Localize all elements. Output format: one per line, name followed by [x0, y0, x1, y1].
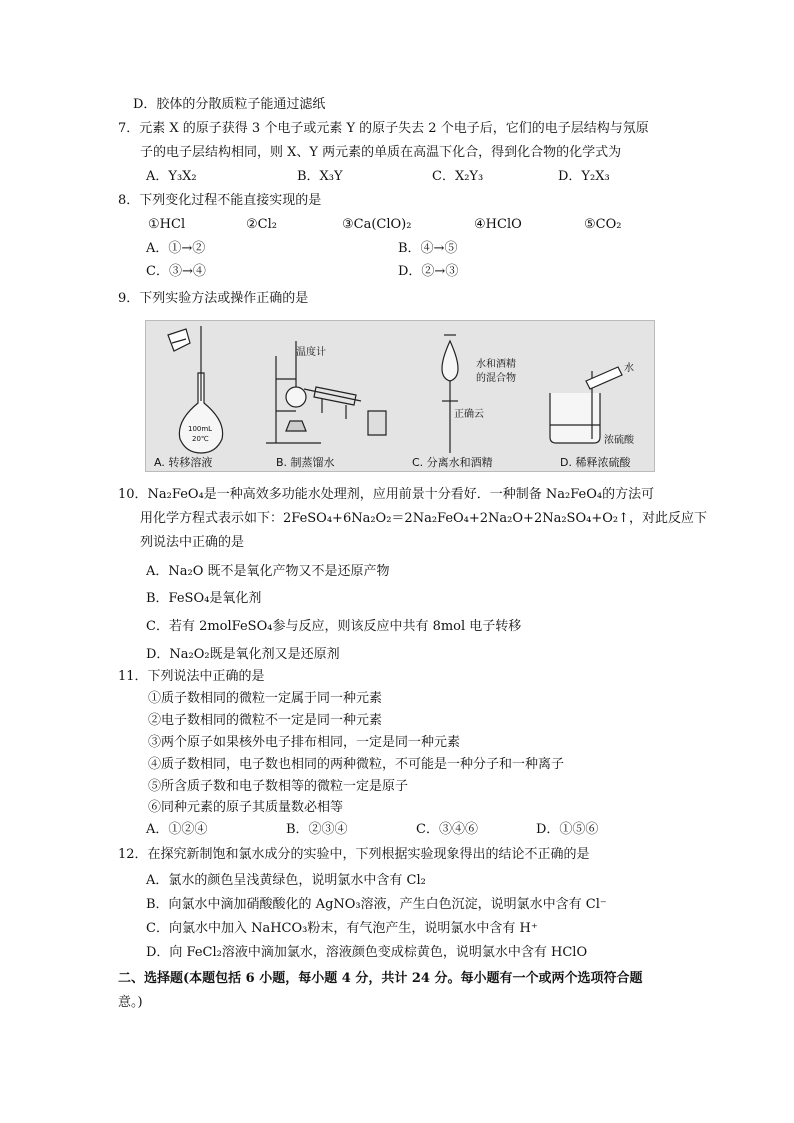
q12-option-c: C．向氯水中加入 NaHCO₃粉末，有气泡产生，说明氯水中含有 H⁺ [146, 921, 538, 936]
q11-option-c: C．③④⑥ [416, 822, 478, 837]
q12-stem: 12．在探究新制饱和氯水成分的实验中，下列根据实验现象得出的结论不正确的是 [118, 847, 590, 862]
q12-option-d: D．向 FeCl₂溶液中滴加氯水，溶液颜色变成棕黄色，说明氯水中含有 HClO [146, 945, 588, 960]
q7-option-d: D．Y₂X₃ [558, 169, 610, 184]
q11-statement-4: ④质子数相同，电子数也相同的两种微粒，不可能是一种分子和一种离子 [148, 757, 565, 772]
q8-option-b: B．④→⑤ [398, 241, 458, 256]
q8-item-2: ②Cl₂ [246, 217, 277, 232]
q8-stem: 8．下列变化过程不能直接实现的是 [118, 193, 322, 208]
q9-apparatus-figure [145, 320, 655, 472]
q8-option-a: A．①→② [146, 241, 206, 256]
q11-stem: 11．下列说法中正确的是 [118, 669, 265, 684]
q10-option-c: C．若有 2molFeSO₄参与反应，则该反应中共有 8mol 电子转移 [146, 619, 522, 634]
q8-option-d: D．②→③ [398, 264, 459, 279]
q9-stem: 9．下列实验方法或操作正确的是 [118, 291, 309, 306]
q11-option-d: D．①⑤⑥ [536, 822, 599, 837]
q8-item-3: ③Ca(ClO)₂ [342, 217, 412, 232]
apparatus-drawing [146, 321, 654, 471]
q11-option-b: B．②③④ [286, 822, 348, 837]
q10-stem-line1: 10．Na₂FeO₄是一种高效多功能水处理剂，应用前景十分看好．一种制备 Na₂FeO₄的方法可 [118, 487, 655, 502]
q7-stem-line1: 7．元素 X 的原子获得 3 个电子或元素 Y 的原子失去 2 个电子后，它们的电子层结构与氖原 [118, 121, 649, 136]
section2-heading-line1: 二、选择题(本题包括 6 小题，每小题 4 分，共计 24 分。每小题有一个或两个选项符合题 [118, 971, 643, 986]
label-conc-acid: 浓硫酸 [604, 435, 634, 446]
q8-item-4: ④HClO [474, 217, 522, 232]
label-water: 水 [624, 363, 634, 374]
distillation-apparatus-icon [266, 341, 386, 443]
label-correct: 正确云 [454, 409, 484, 420]
q12-option-b: B．向氯水中滴加硝酸酸化的 AgNO₃溶液，产生白色沉淀，说明氯水中含有 Cl⁻ [146, 897, 607, 912]
label-water-alcohol-1: 水和酒精 [476, 359, 516, 370]
q10-stem-line2: 用化学方程式表示如下：2FeSO₄+6Na₂O₂＝2Na₂FeO₄+2Na₂O+2Na₂SO₄+O₂↑，对此反应下 [140, 511, 707, 526]
q11-statement-2: ②电子数相同的微粒不一定是同一种元素 [148, 713, 383, 728]
flask-label-volume: 100mL [188, 425, 213, 433]
q10-option-d: D．Na₂O₂既是氧化剂又是还原剂 [146, 647, 340, 662]
q11-statement-5: ⑤所含质子数和电子数相等的微粒一定是原子 [148, 779, 409, 794]
q7-stem-line2: 子的电子层结构相同，则 X、Y 两元素的单质在高温下化合，得到化合物的化学式为 [140, 145, 622, 160]
label-thermometer: 温度计 [296, 347, 326, 358]
caption-b: B. 制蒸馏水 [276, 456, 335, 469]
q7-option-b: B．X₃Y [297, 169, 343, 184]
caption-d: D. 稀释浓硫酸 [560, 456, 631, 469]
separatory-funnel-icon [442, 335, 458, 453]
q7-option-c: C．X₂Y₃ [432, 169, 484, 184]
q8-option-c: C．③→④ [146, 264, 206, 279]
q11-option-a: A．①②④ [146, 822, 208, 837]
flask-label-temp: 20℃ [192, 435, 209, 443]
caption-c: C. 分离水和酒精 [412, 456, 493, 469]
q12-option-a: A．氯水的颜色呈浅黄绿色，说明氯水中含有 Cl₂ [146, 873, 426, 888]
q8-item-5: ⑤CO₂ [584, 217, 622, 232]
volumetric-flask-icon [168, 326, 223, 453]
q11-statement-1: ①质子数相同的微粒一定属于同一种元素 [148, 691, 383, 706]
q11-statement-6: ⑥同种元素的原子其质量数必相等 [148, 800, 344, 815]
section2-heading-line2: 意。) [118, 995, 143, 1010]
q7-option-a: A．Y₃X₂ [146, 169, 197, 184]
q10-option-b: B．FeSO₄是氧化剂 [146, 591, 262, 606]
caption-a: A. 转移溶液 [154, 456, 213, 469]
q11-statement-3: ③两个原子如果核外电子排布相同，一定是同一种元素 [148, 735, 461, 750]
q8-item-1: ①HCl [148, 217, 186, 232]
label-water-alcohol-2: 的混合物 [476, 373, 516, 384]
q10-stem-line3: 列说法中正确的是 [140, 535, 245, 550]
q10-option-a: A．Na₂O 既不是氧化产物又不是还原产物 [146, 564, 390, 579]
q6-option-d: D．胶体的分散质粒子能通过滤纸 [133, 97, 326, 112]
